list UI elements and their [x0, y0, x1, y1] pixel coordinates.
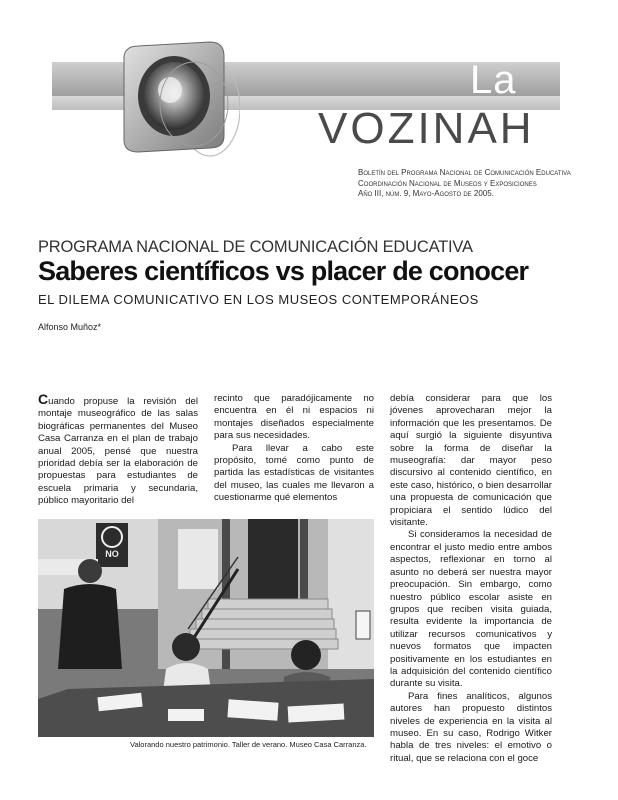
article-subtitle: EL DILEMA COMUNICATIVO EN LOS MUSEOS CONTEMPORÁNEOS	[38, 292, 479, 307]
paragraph: Para llevar a cabo este propósito, tomé como punto de partida las estadísticas de visitantes del museo, las cuales me llevaron a cuestionarme qué elementos	[214, 442, 374, 504]
bulletin-info	[358, 168, 571, 200]
speaker-logo-icon	[118, 40, 240, 160]
photo-illustration	[38, 519, 374, 737]
paragraph	[38, 393, 198, 508]
bulletin-line-issue: Año III, núm. 9, Mayo-Agosto de 2005.	[358, 189, 494, 198]
text-column-1	[38, 393, 198, 508]
drop-cap: C	[38, 391, 49, 407]
workshop-photo	[38, 519, 374, 737]
bulletin-line-program: Boletín del Programa Nacional de Comunicación Educativa	[358, 168, 571, 177]
logo-vozinah: VOZINAH	[318, 104, 535, 153]
no-sign-text: NO	[105, 549, 119, 559]
photo-caption: Valorando nuestro patrimonio. Taller de verano. Museo Casa Carranza.	[130, 740, 367, 749]
bulletin-line-coordination: Coordinación Nacional de Museos y Exposiciones	[358, 178, 537, 188]
article-kicker: PROGRAMA NACIONAL DE COMUNICACIÓN EDUCATIVA	[38, 238, 473, 256]
paragraph: Para fines analíticos, algunos autores han propuesto distintos niveles de experiencia en la visita al museo. En su caso, Rodrigo Witker habla de tres niveles: el emotivo o ritual, que se relaciona con el goce	[390, 690, 552, 764]
text-column-2	[214, 393, 374, 505]
text-column-3	[390, 393, 552, 765]
article-title: Saberes científicos vs placer de conocer	[38, 256, 529, 286]
paragraph: debía considerar para que los jóvenes aprovecharan mejor la información que les presentamos. De aquí surgió la siguiente disyuntiva sobre la forma de diseñar la museografía: dar mayor peso discursivo al contenido científico, en este caso, histórico, o bien desarrollar una propuesta de comunicación que propiciara el sentido lúdico del visitante.	[390, 393, 552, 529]
paragraph: Si consideramos la necesidad de encontrar el justo medio entre ambos aspectos, reflexionar en torno al asunto no deberá ser nuestra mayor preocupación. Sin embargo, como nuestro público escolar asiste en grupos que reciben visita guiada, resulta evidente la importancia de utilizar recursos comunicativos y nuevos formatos que impacten positivamente en los estudiantes en la adquisición del contenido científico durante su visita.	[390, 529, 552, 690]
paragraph-text: uando propuse la revisión del montaje museográfico de las salas biográficas permanentes del Museo Casa Carranza en el plan de trabajo anual 2005, pensé que nuestra prioridad debía ser la elaboración de propuestas para estudiantes de escuela primaria y secundaria, público mayoritario del	[38, 396, 198, 507]
logo-la: La	[470, 58, 517, 102]
article-author: Alfonso Muñoz*	[38, 322, 102, 332]
paragraph: recinto que paradójicamente no encuentra en él ni espacios ni montajes diseñados especialmente para sus necesidades.	[214, 393, 374, 442]
